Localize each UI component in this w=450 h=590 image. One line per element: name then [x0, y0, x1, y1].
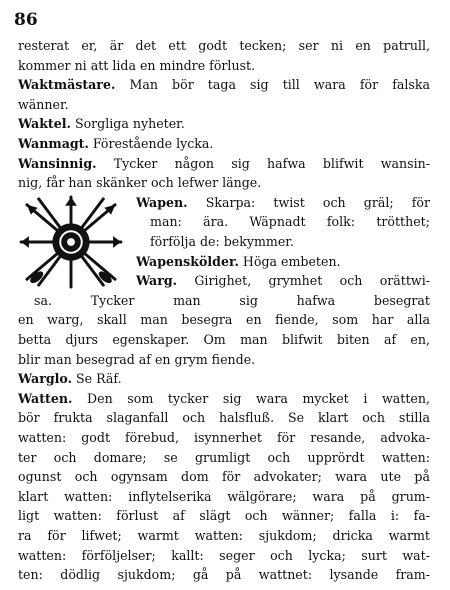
headword: Wanmagt.	[18, 136, 89, 151]
entry-line: Wanmagt. Förestående lycka.	[18, 136, 214, 151]
headword: Warglo.	[18, 371, 72, 387]
text-line: wänner.	[18, 96, 69, 112]
text-line: ra för lifwet; warmt watten: sjukdom; dricka warmt	[18, 528, 430, 543]
text-line: man: ära. Wäpnadt folk: trötthet;	[150, 214, 430, 230]
text-line: ter och domare; se grumligt och upprördt watten:	[18, 449, 430, 465]
headword: Warg.	[136, 273, 178, 289]
text-line: en warg, skall man besegra en fiende, som har alla	[18, 312, 430, 328]
text-line: blir man besegrad af en grym fiende.	[18, 351, 256, 367]
text-line: ten: dödlig sjukdom; gå på wattnet: lysande fram-	[18, 567, 430, 583]
entry-line: Wapen. Skarpa: twist och gräl; för	[136, 194, 430, 210]
headword: Waktel.	[18, 116, 71, 132]
text-line: betta djurs egenskaper. Om man blifwit biten af en,	[18, 332, 430, 347]
text-line: resterat er, är det ett godt tecken; ser ni en patrull,	[18, 38, 430, 53]
entry-line: Warg. Girighet, grymhet och orättwi-	[136, 273, 430, 289]
page-number: 86	[14, 10, 38, 30]
text-line: ligt watten: förlust af slägt och wänner; falla i: fa-	[18, 508, 430, 524]
text-line: ogunst och ogynsam dom för advokater; wara ute på	[18, 469, 430, 485]
text-line: sa. Tycker man sig hafwa besegrat	[34, 292, 430, 308]
text-line: klart watten: inflytelserika wälgörare; wara på grum-	[18, 488, 430, 504]
text-line: watten: godt förebud, isynnerhet för resande, advoka-	[18, 430, 430, 445]
entry-line: Wapenskölder. Höga embeten.	[136, 253, 341, 269]
weapons-trophy-icon	[16, 195, 126, 289]
headword: Wapen.	[136, 194, 188, 210]
entry-line: Waktel. Sorgliga nyheter.	[18, 116, 185, 132]
entry-line: Watten. Den som tycker sig wara mycket i watten,	[18, 390, 430, 406]
headword: Waktmästare.	[18, 77, 116, 93]
text-line: nig, får han skänker och lefwer länge.	[18, 175, 262, 191]
entry-line: Wansinnig. Tycker någon sig hafwa blifwit wansin-	[18, 155, 430, 171]
entry-line: Warglo. Se Räf.	[18, 371, 122, 387]
headword: Wapenskölder.	[136, 253, 239, 269]
text-line: kommer ni att lida en mindre förlust.	[18, 57, 256, 73]
entry-line: Waktmästare. Man bör taga sig till wara för falska	[18, 77, 430, 93]
text-line: förfölja de: bekymmer.	[150, 234, 294, 249]
text-line: bör frukta slaganfall och halsfluß. Se klart och stilla	[18, 410, 430, 426]
text-line: watten: förföljelser; kallt: seger och lycka; surt wat-	[18, 547, 430, 563]
headword: Wansinnig.	[18, 155, 97, 171]
headword: Watten.	[18, 390, 73, 406]
